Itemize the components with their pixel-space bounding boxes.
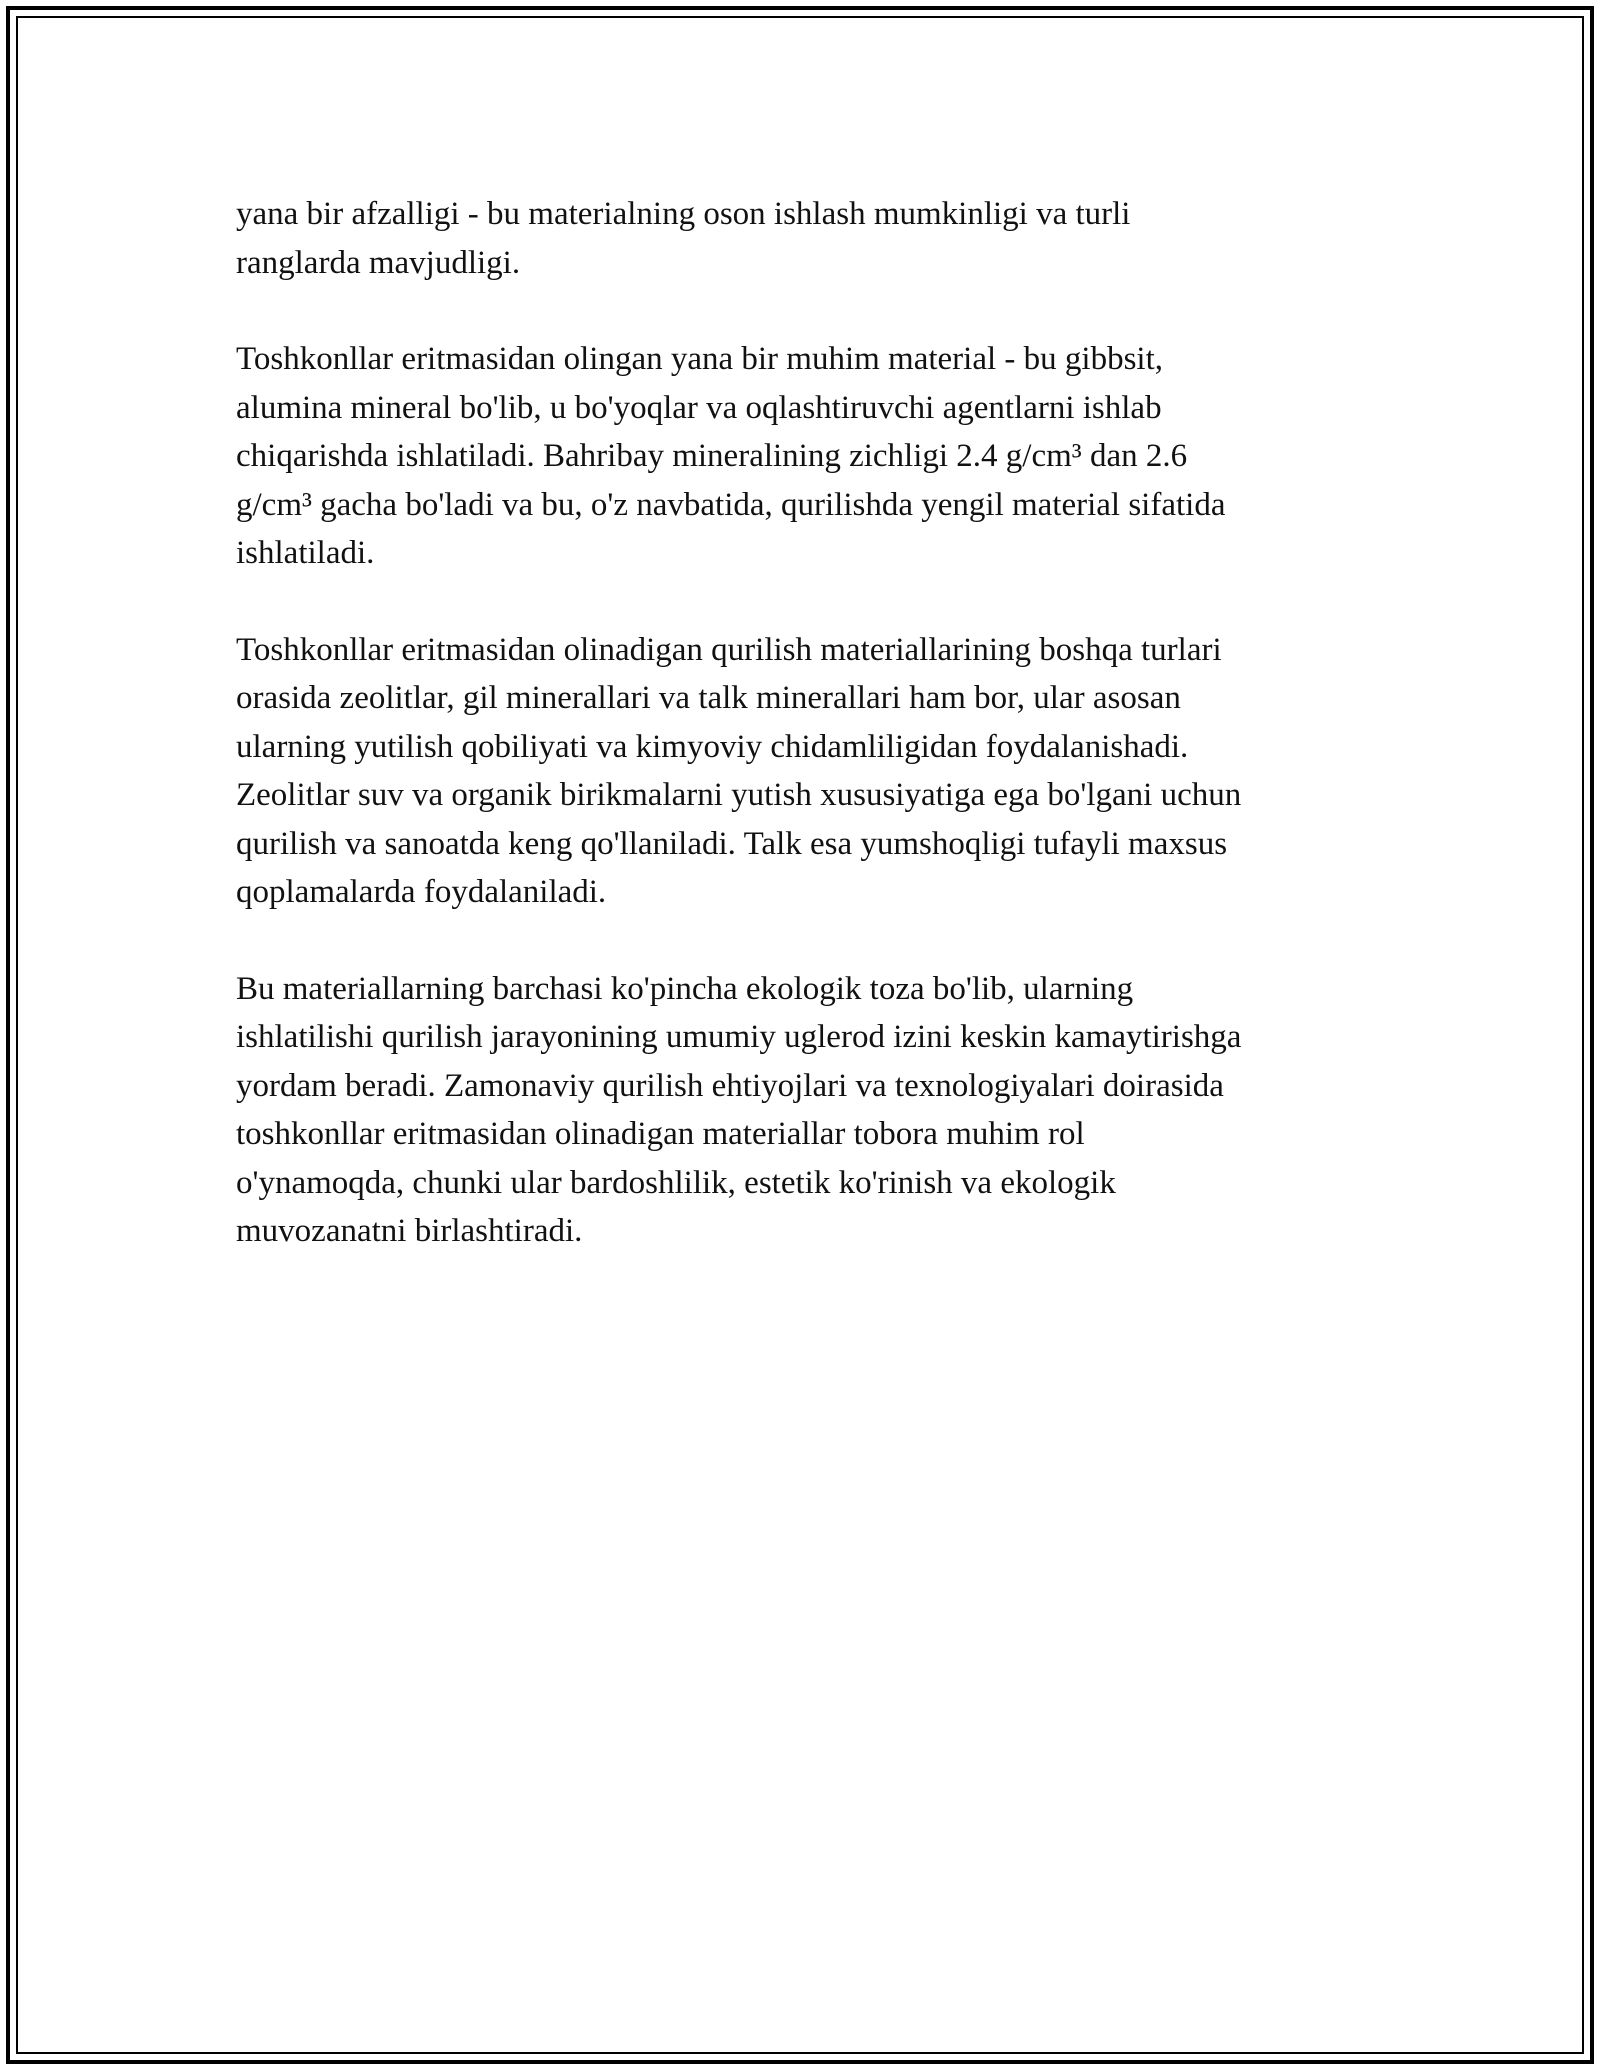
document-body xyxy=(236,190,1366,1304)
paragraph-4: Bu materiallarning barchasi ko'pincha ekologik toza bo'lib, ularning ishlatilishi qurilish jarayonining umumiy uglerod izini keskin kamaytirishga yordam beradi. Zamonaviy qurilish ehtiyojlari va texnologiyalari doirasida toshkonllar eritmasidan olinadigan materiallar tobora muhim rol o'ynamoqda, chunki ular bardoshlilik, estetik ko'rinish va ekologik muvozanatni birlashtiradi. xyxy=(236,970,1242,1249)
paragraph-2: Toshkonllar eritmasidan olingan yana bir muhim material - bu gibbsit, alumina mineral bo'lib, u bo'yoqlar va oqlashtiruvchi agentlarni ishlab chiqarishda ishlatiladi. Bahribay mineralining zichligi 2.4 g/cm³ dan 2.6 g/cm³ gacha bo'ladi va bu, o'z navbatida, qurilishda yengil material sifatida ishlatiladi. xyxy=(236,341,1226,571)
paragraph-3: Toshkonllar eritmasidan olinadigan qurilish materiallarining boshqa turlari orasida zeolitlar, gil minerallari va talk minerallari ham bor, ular asosan ularning yutilish qobiliyati va kimyoviy chidamliligidan foydalanishadi. Zeolitlar suv va organik birikmalarni yutish xususiyatiga ega bo'lgani uchun qurilish va sanoatda keng qo'llaniladi. Talk esa yumshoqligi tufayli maxsus qoplamalarda foydalaniladi. xyxy=(236,631,1242,910)
paragraph-1: yana bir afzalligi - bu materialning oson ishlash mumkinligi va turli ranglarda mavjudligi. xyxy=(236,196,1131,281)
